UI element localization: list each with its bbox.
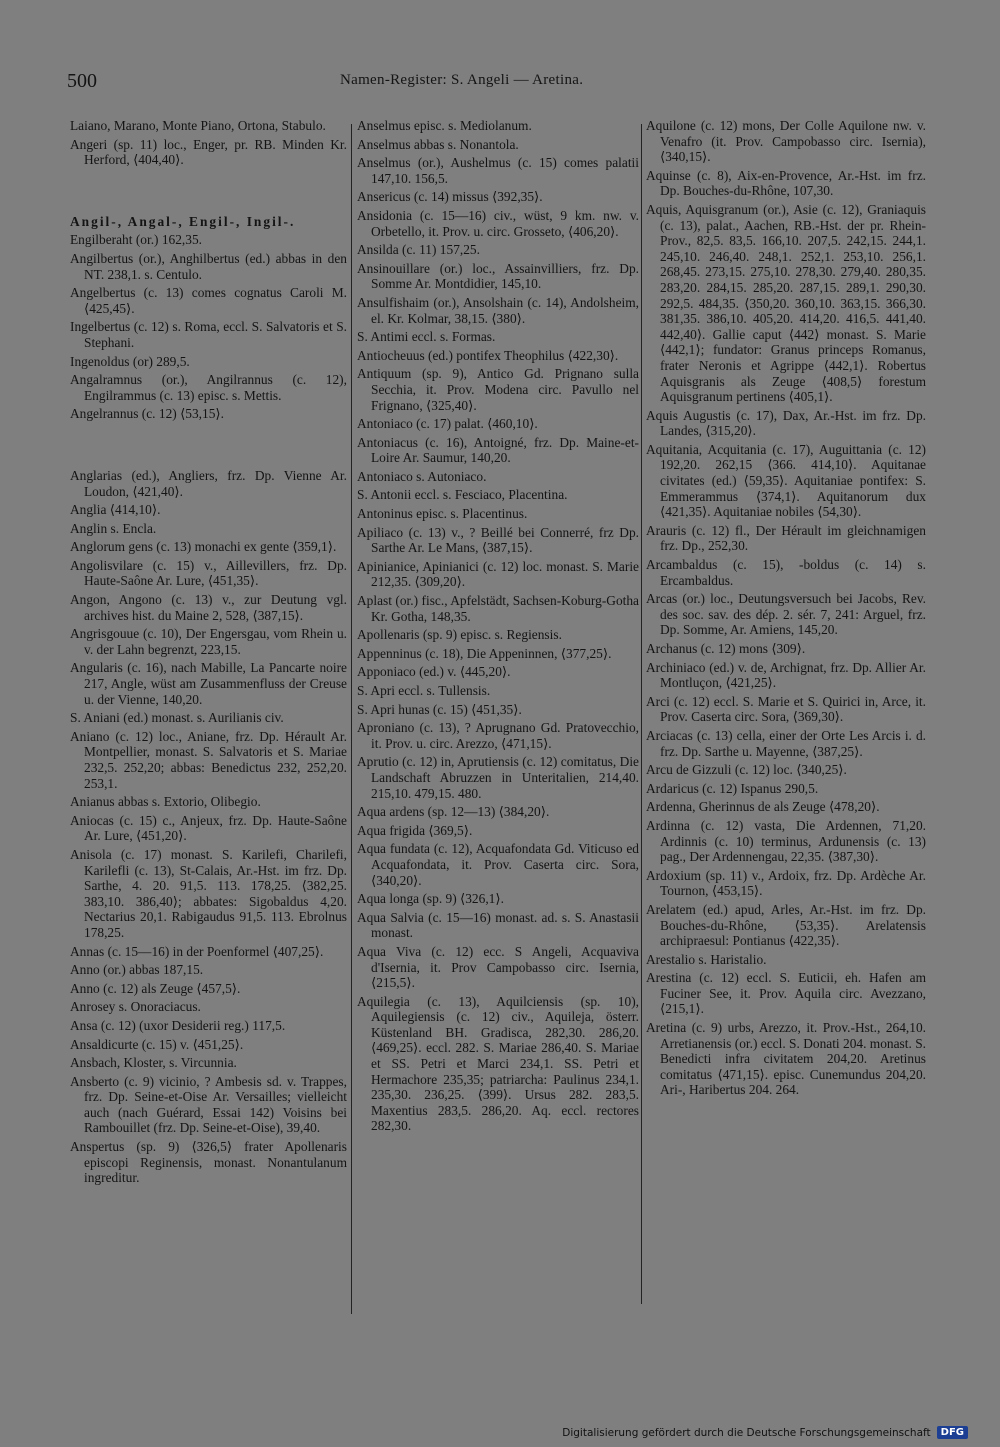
dfg-logo: DFG (937, 1426, 968, 1439)
index-entry: Aretina (c. 9) urbs, Arezzo, it. Prov.-Hst., 264,10. Arretianensis (or.) eccl. S. Donati 204. monast. S. Benedicti infra civitatem 204,20. Aretinus comitatus ⟨471,15⟩. episc. Cunemundus 204,20. Ari-, Haribertus 204. 264. (646, 1020, 926, 1098)
index-entry: Apinianice, Apinianici (c. 12) loc. monast. S. Marie 212,35. ⟨309,20⟩. (357, 558, 639, 590)
index-entry: Aquilegia (c. 13), Aquilciensis (sp. 10), Aquilegiensis (c. 12) civ., Aquileja, österr. Küstenland BH. Gradisca, 282,30. 286,20. ⟨469,25⟩. eccl. 282. S. Mariae 286,40. S. Mariae et SS. Petri et Marci 234,1. SS. Petri et Hermachore 235,35; patriarcha: Paulinus 234,1. 235,30. 236,25. ⟨399⟩. Ursus 282. 283,5. Maxentius 283,5. 286,20. Aq. eccl. rectores 282,30. (357, 993, 639, 1134)
index-entry: Angularis (c. 16), nach Mabille, La Pancarte noire 217, Angle, wüst am Zusammenfluss der Creuse u. der Vienne, 140,20. (70, 660, 347, 707)
index-entry: Anselmus abbas s. Nonantola. (357, 136, 519, 152)
index-entry: Ingenoldus (or) 289,5. (70, 353, 190, 369)
index-entry: Aqua Viva (c. 12) ecc. S Angeli, Acquaviva d'Isernia, it. Prov Campobasso circ. Isernia, ⟨215,5⟩. (357, 943, 639, 991)
column-divider (351, 124, 352, 1314)
index-entry: Ingelbertus (c. 12) s. Roma, eccl. S. Salvatoris et S. Stephani. (70, 319, 347, 350)
index-entry: Antiocheuus (ed.) pontifex Theophilus ⟨422,30⟩. (357, 347, 619, 363)
index-entry: Aqua ardens (sp. 12—13) ⟨384,20⟩. (357, 804, 550, 820)
index-entry: S. Antimi eccl. s. Formas. (357, 329, 496, 345)
index-entry: Anno (c. 12) als Zeuge ⟨457,5⟩. (70, 980, 241, 996)
index-entry: Ardenna, Gherinnus de als Zeuge ⟨478,20⟩. (646, 799, 880, 815)
index-entry: Ansbach, Kloster, s. Vircunnia. (70, 1055, 237, 1071)
running-head: Namen-Register: S. Angeli — Aretina. (340, 72, 584, 88)
index-entry: Ansaldicurte (c. 15) v. ⟨451,25⟩. (70, 1036, 244, 1052)
index-entry: Arelatem (ed.) apud, Arles, Ar.-Hst. im frz. Dp. Bouches-du-Rhône, ⟨53,35⟩. Arelatensis archipraesul: Pontianus ⟨422,35⟩. (646, 901, 926, 949)
index-entry: Ardinna (c. 12) vasta, Die Ardennen, 71,20. Ardinnis (c. 10) terminus, Ardunensis (c. 13) pag., Der Ardennengau, 22,35. ⟨387,30⟩. (646, 817, 926, 865)
index-entry: Aquis Augustis (c. 17), Dax, Ar.-Hst. im frz. Dp. Landes, ⟨315,20⟩. (646, 407, 926, 439)
index-entry: Aquilone (c. 12) mons, Der Colle Aquilone nw. v. Venafro (it. Prov. Campobasso circ. Isernia), ⟨340,15⟩. (646, 118, 926, 165)
index-entry: Apponiaco (ed.) v. ⟨445,20⟩. (357, 664, 511, 680)
index-entry: Aqua frigida ⟨369,5⟩. (357, 822, 473, 838)
index-entry: Archanus (c. 12) mons ⟨309⟩. (646, 641, 806, 656)
index-entry: Aquinse (c. 8), Aix-en-Provence, Ar.-Hst. im frz. Dp. Bouches-du-Rhône, 107,30. (646, 167, 926, 199)
index-entry: Ansa (c. 12) (uxor Desiderii reg.) 117,5. (70, 1017, 286, 1033)
index-entry: Angrisgouue (c. 10), Der Engersgau, vom Rhein u. v. der Lahn begrenzt, 223,15. (70, 626, 347, 657)
index-entry: Antoniaco (c. 17) palat. ⟨460,10⟩. (357, 416, 538, 432)
index-entry: Antoninus episc. s. Placentinus. (357, 506, 528, 522)
index-entry: Ardoxium (sp. 11) v., Ardoix, frz. Dp. Ardèche Ar. Tournon, ⟨453,15⟩. (646, 867, 926, 899)
index-entry: Engilberaht (or.) 162,35. (70, 232, 203, 248)
index-entry: Aqua fundata (c. 12), Acquafondata Gd. Viticuso ed Acquafondata, it. Prov. Caserta circ. Sora, ⟨340,20⟩. (357, 841, 639, 888)
index-entry: Anglarias (ed.), Angliers, frz. Dp. Vienne Ar. Loudon, ⟨421,40⟩. (70, 467, 347, 499)
index-entry: Arcambaldus (c. 15), -boldus (c. 14) s. Ercambaldus. (646, 557, 926, 588)
footer (562, 1426, 968, 1439)
index-entry: Anrosey s. Onoraciacus. (70, 999, 201, 1015)
index-entry: Angelbertus (c. 13) comes cognatus Caroli M. ⟨425,45⟩. (70, 285, 347, 316)
index-entry: Angeri (sp. 11) loc., Enger, pr. RB. Minden Kr. Herford, ⟨404,40⟩. (70, 136, 347, 168)
index-entry: Aplast (or.) fisc., Apfelstädt, Sachsen-Koburg-Gotha Kr. Gotha, 148,35. (357, 593, 639, 624)
index-entry: Anspertus (sp. 9) ⟨326,5⟩ frater Apollenaris episcopi Reginensis, monast. Nonantulanum ingreditur. (70, 1139, 347, 1186)
index-entry: Aqua longa (sp. 9) ⟨326,1⟩. (357, 891, 504, 907)
index-entry: Appenninus (c. 18), Die Appeninnen, ⟨377,25⟩. (357, 645, 612, 661)
index-entry: Antiquum (sp. 9), Antico Gd. Prignano sulla Secchia, it. Prov. Modena circ. Pavullo nel Frignano, ⟨325,40⟩. (357, 366, 639, 413)
index-entry: Antoniacus (c. 16), Antoigné, frz. Dp. Maine-et-Loire Ar. Saumur, 140,20. (357, 434, 639, 466)
index-entry: Aprutio (c. 12) in, Aprutiensis (c. 12) comitatus, Die Landschaft Abruzzen in Unteritalien, 214,40. 215,10. 479,15. 480. (357, 754, 639, 801)
index-entry: Arcu de Gizzuli (c. 12) loc. ⟨340,25⟩. (646, 762, 847, 778)
footer-text: Digitalisierung gefördert durch die Deutsche Forschungsgemeinschaft (562, 1426, 931, 1439)
index-entry: Ansidonia (c. 15—16) civ., wüst, 9 km. nw. v. Orbetello, it. Prov. u. circ. Grosseto, ⟨406,20⟩. (357, 207, 639, 239)
index-entry: Arciacas (c. 13) cella, einer der Orte Les Arcis i. d. frz. Dp. Sarthe u. Mayenne, ⟨387,25⟩. (646, 727, 926, 759)
index-entry: Aquitania, Acquitania (c. 17), Auguittania (c. 12) 192,20. 262,15 ⟨366. 414,10⟩. Aquitanae civitates (ed.) ⟨59,35⟩. Aquitaniae pontifex: S. Emmerammus ⟨374,1⟩. Aquitanorum dux ⟨421,35⟩. Aquitaniae nobiles ⟨54,30⟩. (646, 441, 926, 520)
index-entry: S. Apri hunas (c. 15) ⟨451,35⟩. (357, 701, 522, 717)
index-entry: Ansinouillare (or.) loc., Assainvilliers, frz. Dp. Somme Ar. Montdidier, 145,10. (357, 260, 639, 292)
index-entry: Anisola (c. 17) monast. S. Karilefi, Charilefi, Karilefli (c. 13), St-Calais, Ar.-Hst. im frz. Dp. Sarthe, 4. 20. 91,5. 113. 178,25. ⟨382,25. 383,10. 386,40⟩; abbates: Sigobaldus 4,20. Nectarius 20,1. Rabigaudus 91,5. 113. Ebrolnus 178,25. (70, 846, 347, 940)
index-entry: Laiano, Marano, Monte Piano, Ortona, Stabulo. (70, 118, 326, 133)
index-entry: Aproniano (c. 13), ? Aprugnano Gd. Pratovecchio, it. Prov. u. circ. Arezzo, ⟨471,15⟩. (357, 720, 639, 751)
index-entry: Archiniaco (ed.) v. de, Archignat, frz. Dp. Allier Ar. Montluçon, ⟨421,25⟩. (646, 659, 926, 691)
index-entry: Arcas (or.) loc., Deutungsversuch bei Jacobs, Rev. des soc. sav. des dép. 2. sér. 7, 241: Arguel, frz. Dp. Somme, Ar. Amiens, 145,20. (646, 591, 926, 638)
index-entry: Anselmus episc. s. Mediolanum. (357, 118, 532, 133)
index-entry: Angon, Angono (c. 13) v., zur Deutung vgl. archives hist. du Maine 2, 528, ⟨387,15⟩. (70, 592, 347, 623)
index-entry: Angilbertus (or.), Anghilbertus (ed.) abbas in den NT. 238,1. s. Centulo. (70, 250, 347, 282)
index-entry: Aqua Salvia (c. 15—16) monast. ad. s. S. Anastasii monast. (357, 909, 639, 941)
index-entry: Ansilda (c. 11) 157,25. (357, 242, 480, 258)
index-entry: Apollenaris (sp. 9) episc. s. Regiensis. (357, 627, 562, 643)
index-entry: Aniano (c. 12) loc., Aniane, frz. Dp. Hérault Ar. Montpellier, monast. S. Salvatoris et S. Mariae 232,5. 252,20; abbas: Benedictus 232, 252,20. 253,1. (70, 728, 347, 791)
index-entry: Arci (c. 12) eccl. S. Marie et S. Quirici in, Arce, it. Prov. Caserta circ. Sora, ⟨369,30⟩. (646, 693, 926, 725)
index-entry: Antoniaco s. Autoniaco. (357, 468, 487, 484)
index-entry: Arestalio s. Haristalio. (646, 951, 767, 967)
index-entry: Ansberto (c. 9) vicinio, ? Ambesis sd. v. Trappes, frz. Dp. Seine-et-Oise Ar. Versailles; vielleicht auch (nach Guérard, Essai 142) Voisins bei Rambouillet (frz. Dp. Seine-et-Oise), 39,40. (70, 1073, 347, 1136)
index-entry: Ansulfishaim (or.), Ansolshain (c. 14), Andolsheim, el. Kr. Kolmar, 38,15. ⟨380⟩. (357, 294, 639, 326)
index-column-1 (70, 118, 347, 1189)
index-entry: Anianus abbas s. Extorio, Olibegio. (70, 794, 261, 810)
index-entry: Angil-, Angal-, Engil-, Ingil-. (70, 213, 296, 229)
index-entry: Arauris (c. 12) fl., Der Hérault im gleichnamigen frz. Dp., 252,30. (646, 522, 926, 554)
index-entry: Angalramnus (or.), Angilrannus (c. 12), Engilrammus (c. 13) episc. s. Mettis. (70, 372, 347, 403)
index-entry: Apiliaco (c. 13) v., ? Beillé bei Connerré, frz Dp. Sarthe Ar. Le Mans, ⟨387,15⟩. (357, 524, 639, 556)
index-entry: Ansericus (c. 14) missus ⟨392,35⟩. (357, 189, 543, 205)
index-entry: Anglin s. Encla. (70, 520, 157, 536)
index-entry: Ardaricus (c. 12) Ispanus 290,5. (646, 780, 819, 796)
index-entry: Anglorum gens (c. 13) monachi ex gente ⟨359,1⟩. (70, 539, 337, 555)
index-entry: S. Apri eccl. s. Tullensis. (357, 683, 491, 698)
index-entry: Annas (c. 15—16) in der Poenformel ⟨407,25⟩. (70, 943, 324, 959)
column-divider (641, 124, 642, 1304)
index-entry: Aquis, Aquisgranum (or.), Asie (c. 12), Graniaquis (c. 13), palat., Aachen, RB.-Hst. der pr. Rhein-Prov., 82,5. 83,5. 166,10. 207,5. 242,15. 244,1. 245,10. 246,40. 248,1. 252,1. 253,10. 256,1. 268,45. 273,15. 275,10. 278,30. 279,40. 280,35. 283,20. 284,15. 285,20. 287,15. 289,1. 290,30. 292,5. 484,35. ⟨350,20. 360,10. 363,15. 366,30. 381,35. 386,10. 405,20. 414,20. 416,5. 441,40. 442,40⟩. Gallie caput ⟨442⟩ monast. S. Marie ⟨442,1⟩; fundator: Granus princeps Romanus, frater Neronis et Agrippe ⟨442,1⟩. Robertus Aquisgranis als Zeuge ⟨408,5⟩ forestum Aquisgranum pertinens ⟨405,1⟩. (646, 201, 926, 405)
index-entry: Aniocas (c. 15) c., Anjeux, frz. Dp. Haute-Saône Ar. Lure, ⟨451,20⟩. (70, 812, 347, 844)
index-column-3 (646, 118, 926, 1101)
index-entry: S. Aniani (ed.) monast. s. Aurilianis civ. (70, 710, 284, 726)
index-entry: Anno (or.) abbas 187,15. (70, 962, 204, 978)
index-entry: Angolisvilare (c. 15) v., Aillevillers, frz. Dp. Haute-Saône Ar. Lure, ⟨451,35⟩. (70, 557, 347, 589)
index-entry: S. Antonii eccl. s. Fesciaco, Placentina. (357, 487, 568, 503)
index-entry: Anglia ⟨414,10⟩. (70, 502, 161, 518)
index-column-2 (357, 118, 639, 1137)
index-entry: Arestina (c. 12) eccl. S. Euticii, eh. Hafen am Fuciner See, it. Prov. Aquila circ. Avezzano, ⟨215,1⟩. (646, 970, 926, 1017)
page-number: 500 (67, 70, 97, 92)
index-entry: Anselmus (or.), Aushelmus (c. 15) comes palatii 147,10. 156,5. (357, 155, 639, 186)
index-entry: Angelrannus (c. 12) ⟨53,15⟩. (70, 406, 224, 422)
